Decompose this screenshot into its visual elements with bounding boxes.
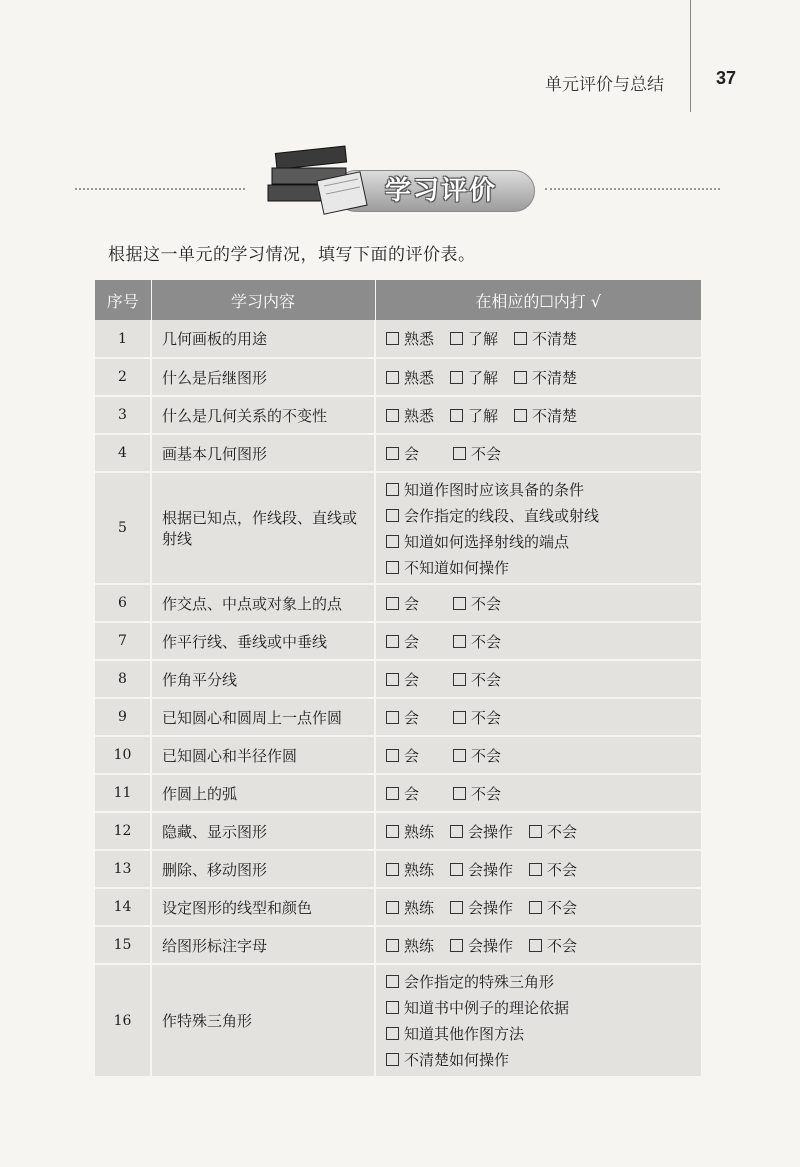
checkbox-icon[interactable] bbox=[453, 749, 466, 762]
option-group bbox=[386, 859, 691, 880]
checkbox-label: 会 bbox=[404, 784, 420, 803]
checkbox-icon[interactable] bbox=[450, 332, 463, 345]
checkbox-label: 不会 bbox=[471, 708, 502, 727]
row-options bbox=[375, 736, 701, 774]
checkbox-option[interactable] bbox=[453, 631, 501, 652]
checkbox-option[interactable] bbox=[386, 745, 419, 766]
checkbox-icon[interactable] bbox=[386, 535, 399, 548]
checkbox-option[interactable] bbox=[386, 631, 419, 652]
row-content: 画基本几何图形 bbox=[151, 434, 375, 472]
table-row bbox=[95, 812, 701, 850]
option-group bbox=[386, 783, 691, 804]
row-options bbox=[375, 698, 701, 736]
row-options bbox=[375, 434, 701, 472]
checkbox-label: 了解 bbox=[468, 406, 499, 425]
checkbox-icon[interactable] bbox=[529, 901, 542, 914]
row-options bbox=[375, 812, 701, 850]
checkbox-option[interactable] bbox=[529, 897, 577, 918]
table-row bbox=[95, 736, 701, 774]
header-check: 在相应的☐内打 √ bbox=[375, 280, 701, 320]
checkbox-label: 熟练 bbox=[404, 822, 435, 841]
checkbox-label: 不会 bbox=[547, 860, 578, 879]
checkbox-label: 不知道如何操作 bbox=[404, 558, 510, 577]
checkbox-option[interactable] bbox=[450, 367, 498, 388]
row-number: 1 bbox=[95, 320, 151, 358]
option-group bbox=[386, 669, 691, 690]
checkbox-icon[interactable] bbox=[450, 901, 463, 914]
checkbox-icon[interactable] bbox=[529, 825, 542, 838]
checkbox-label: 熟练 bbox=[404, 936, 435, 955]
checkbox-option[interactable] bbox=[514, 367, 577, 388]
checkbox-option[interactable] bbox=[386, 531, 691, 552]
checkbox-icon[interactable] bbox=[453, 447, 466, 460]
checkbox-icon[interactable] bbox=[386, 863, 399, 876]
row-content: 什么是几何关系的不变性 bbox=[151, 396, 375, 434]
checkbox-option[interactable] bbox=[450, 859, 513, 880]
checkbox-label: 不清楚 bbox=[532, 368, 578, 387]
row-content: 作平行线、垂线或中垂线 bbox=[151, 622, 375, 660]
table-row bbox=[95, 584, 701, 622]
checkbox-icon[interactable] bbox=[386, 1027, 399, 1040]
option-group bbox=[386, 631, 691, 652]
checkbox-label: 不清楚如何操作 bbox=[404, 1051, 510, 1069]
table-row bbox=[95, 964, 701, 1077]
checkbox-icon[interactable] bbox=[386, 673, 399, 686]
checkbox-option[interactable] bbox=[529, 859, 577, 880]
page-number: 37 bbox=[716, 68, 737, 88]
option-group bbox=[386, 745, 691, 766]
checkbox-option[interactable] bbox=[386, 897, 434, 918]
checkbox-icon[interactable] bbox=[450, 409, 463, 422]
checkbox-icon[interactable] bbox=[386, 901, 399, 914]
row-options bbox=[375, 622, 701, 660]
checkbox-label: 熟练 bbox=[404, 860, 435, 879]
checkbox-icon[interactable] bbox=[514, 371, 527, 384]
row-content: 什么是后继图形 bbox=[151, 358, 375, 396]
table-row bbox=[95, 698, 701, 736]
checkbox-icon[interactable] bbox=[453, 711, 466, 724]
checkbox-option[interactable] bbox=[450, 405, 498, 426]
checkbox-option[interactable] bbox=[450, 328, 498, 349]
option-group bbox=[386, 821, 691, 842]
row-number: 13 bbox=[95, 850, 151, 888]
header-number: 序号 bbox=[95, 280, 151, 320]
checkbox-label: 不会 bbox=[471, 746, 502, 765]
row-content: 作角平分线 bbox=[151, 660, 375, 698]
checkbox-label: 不会 bbox=[471, 632, 502, 651]
row-options bbox=[375, 584, 701, 622]
table-row bbox=[95, 358, 701, 396]
checkbox-label: 不会 bbox=[471, 784, 502, 803]
row-number: 4 bbox=[95, 434, 151, 472]
checkbox-option[interactable] bbox=[386, 443, 419, 464]
books-icon bbox=[258, 140, 368, 220]
checkbox-option[interactable] bbox=[453, 783, 501, 804]
checkbox-label: 熟悉 bbox=[404, 330, 435, 348]
checkbox-label: 会 bbox=[404, 708, 420, 727]
row-number: 6 bbox=[95, 584, 151, 622]
banner-title: 学习评价 bbox=[385, 176, 498, 206]
checkbox-label: 会操作 bbox=[468, 822, 514, 841]
header-content: 学习内容 bbox=[151, 280, 375, 320]
checkbox-label: 知道书中例子的理论依据 bbox=[404, 999, 570, 1017]
row-options bbox=[375, 850, 701, 888]
table-row bbox=[95, 622, 701, 660]
checkbox-icon[interactable] bbox=[386, 939, 399, 952]
option-group bbox=[386, 479, 691, 578]
checkbox-label: 不会 bbox=[471, 670, 502, 689]
row-number: 7 bbox=[95, 622, 151, 660]
row-number: 12 bbox=[95, 812, 151, 850]
row-number: 3 bbox=[95, 396, 151, 434]
row-content: 隐藏、显示图形 bbox=[151, 812, 375, 850]
checkbox-label: 不清楚 bbox=[532, 406, 578, 425]
checkbox-option[interactable] bbox=[453, 593, 501, 614]
checkbox-label: 不会 bbox=[547, 822, 578, 841]
checkbox-option[interactable] bbox=[386, 593, 419, 614]
checkbox-option[interactable] bbox=[514, 328, 577, 349]
header-divider bbox=[690, 0, 691, 112]
checkbox-option[interactable] bbox=[453, 707, 501, 728]
checkbox-option[interactable] bbox=[386, 405, 434, 426]
checkbox-label: 会作指定的线段、直线或射线 bbox=[404, 506, 600, 525]
section-title: 单元评价与总结 bbox=[545, 75, 664, 95]
row-options bbox=[375, 888, 701, 926]
checkbox-icon[interactable] bbox=[386, 787, 399, 800]
checkbox-icon[interactable] bbox=[386, 561, 399, 574]
row-options bbox=[375, 660, 701, 698]
banner-dots-left bbox=[75, 188, 245, 190]
checkbox-icon[interactable] bbox=[386, 825, 399, 838]
checkbox-icon[interactable] bbox=[386, 1001, 399, 1014]
checkbox-label: 会 bbox=[404, 444, 420, 463]
checkbox-icon[interactable] bbox=[386, 975, 399, 988]
checkbox-icon[interactable] bbox=[386, 509, 399, 522]
option-group bbox=[386, 935, 691, 956]
checkbox-option[interactable] bbox=[386, 859, 434, 880]
checkbox-icon[interactable] bbox=[386, 1053, 399, 1066]
checkbox-label: 不会 bbox=[471, 594, 502, 613]
table-row bbox=[95, 774, 701, 812]
option-group bbox=[386, 971, 691, 1070]
table-row bbox=[95, 396, 701, 434]
checkbox-label: 会 bbox=[404, 746, 420, 765]
table-row bbox=[95, 434, 701, 472]
option-group bbox=[386, 443, 691, 464]
checkbox-label: 了解 bbox=[468, 368, 499, 387]
row-number: 16 bbox=[95, 964, 151, 1077]
table-row bbox=[95, 926, 701, 964]
checkbox-option[interactable] bbox=[386, 1023, 691, 1044]
checkbox-icon[interactable] bbox=[453, 635, 466, 648]
checkbox-option[interactable] bbox=[386, 328, 434, 349]
checkbox-option[interactable] bbox=[386, 669, 419, 690]
checkbox-label: 不清楚 bbox=[532, 330, 578, 348]
row-content: 几何画板的用途 bbox=[151, 320, 375, 358]
checkbox-option[interactable] bbox=[386, 997, 691, 1018]
row-content: 根据已知点，作线段、直线或射线 bbox=[151, 472, 375, 584]
checkbox-label: 不会 bbox=[471, 444, 502, 463]
row-number: 9 bbox=[95, 698, 151, 736]
checkbox-option[interactable] bbox=[529, 935, 577, 956]
checkbox-option[interactable] bbox=[450, 935, 513, 956]
row-number: 14 bbox=[95, 888, 151, 926]
checkbox-label: 了解 bbox=[468, 330, 499, 348]
checkbox-option[interactable] bbox=[450, 897, 513, 918]
checkbox-icon[interactable] bbox=[386, 711, 399, 724]
checkbox-icon[interactable] bbox=[386, 597, 399, 610]
checkbox-icon[interactable] bbox=[450, 371, 463, 384]
checkbox-label: 会操作 bbox=[468, 936, 514, 955]
checkbox-option[interactable] bbox=[386, 707, 419, 728]
checkbox-option[interactable] bbox=[529, 821, 577, 842]
row-content: 作圆上的弧 bbox=[151, 774, 375, 812]
row-content: 已知圆心和半径作圆 bbox=[151, 736, 375, 774]
checkbox-icon[interactable] bbox=[450, 939, 463, 952]
option-group bbox=[386, 405, 691, 426]
row-options bbox=[375, 320, 701, 358]
checkbox-label: 会 bbox=[404, 594, 420, 613]
checkbox-icon[interactable] bbox=[450, 863, 463, 876]
checkbox-icon[interactable] bbox=[453, 787, 466, 800]
checkbox-icon[interactable] bbox=[386, 409, 399, 422]
row-options bbox=[375, 964, 701, 1077]
checkbox-option[interactable] bbox=[386, 505, 691, 526]
checkbox-icon[interactable] bbox=[386, 749, 399, 762]
table-row bbox=[95, 320, 701, 358]
evaluation-table bbox=[95, 280, 701, 1078]
checkbox-option[interactable] bbox=[453, 745, 501, 766]
checkbox-option[interactable] bbox=[386, 971, 691, 992]
checkbox-label: 熟悉 bbox=[404, 406, 435, 425]
option-group bbox=[386, 328, 691, 349]
checkbox-option[interactable] bbox=[514, 405, 577, 426]
checkbox-label: 不会 bbox=[547, 936, 578, 955]
checkbox-option[interactable] bbox=[453, 443, 501, 464]
checkbox-icon[interactable] bbox=[453, 673, 466, 686]
row-content: 作交点、中点或对象上的点 bbox=[151, 584, 375, 622]
checkbox-label: 熟练 bbox=[404, 898, 435, 917]
checkbox-icon[interactable] bbox=[386, 447, 399, 460]
table-row bbox=[95, 660, 701, 698]
row-options bbox=[375, 774, 701, 812]
option-group bbox=[386, 367, 691, 388]
row-content: 给图形标注字母 bbox=[151, 926, 375, 964]
checkbox-icon[interactable] bbox=[453, 597, 466, 610]
table-row bbox=[95, 850, 701, 888]
checkbox-option[interactable] bbox=[386, 935, 434, 956]
checkbox-label: 知道其他作图方法 bbox=[404, 1025, 525, 1043]
row-content: 设定图形的线型和颜色 bbox=[151, 888, 375, 926]
checkbox-icon[interactable] bbox=[386, 635, 399, 648]
checkbox-icon[interactable] bbox=[386, 483, 399, 496]
row-content: 删除、移动图形 bbox=[151, 850, 375, 888]
checkbox-option[interactable] bbox=[450, 821, 513, 842]
checkbox-option[interactable] bbox=[386, 783, 419, 804]
row-number: 2 bbox=[95, 358, 151, 396]
checkbox-option[interactable] bbox=[453, 669, 501, 690]
checkbox-label: 知道作图时应该具备的条件 bbox=[404, 480, 585, 499]
checkbox-option[interactable] bbox=[386, 821, 434, 842]
checkbox-label: 会操作 bbox=[468, 860, 514, 879]
checkbox-label: 知道如何选择射线的端点 bbox=[404, 532, 570, 551]
checkbox-label: 会操作 bbox=[468, 898, 514, 917]
row-options bbox=[375, 396, 701, 434]
row-content: 已知圆心和圆周上一点作圆 bbox=[151, 698, 375, 736]
row-number: 11 bbox=[95, 774, 151, 812]
row-options bbox=[375, 926, 701, 964]
row-number: 10 bbox=[95, 736, 151, 774]
checkbox-icon[interactable] bbox=[529, 863, 542, 876]
checkbox-label: 会 bbox=[404, 632, 420, 651]
checkbox-icon[interactable] bbox=[529, 939, 542, 952]
intro-text: 根据这一单元的学习情况，填写下面的评价表。 bbox=[108, 245, 476, 265]
checkbox-label: 不会 bbox=[547, 898, 578, 917]
checkbox-label: 熟悉 bbox=[404, 368, 435, 387]
table-row bbox=[95, 888, 701, 926]
checkbox-icon[interactable] bbox=[514, 332, 527, 345]
row-number: 15 bbox=[95, 926, 151, 964]
checkbox-icon[interactable] bbox=[386, 332, 399, 345]
row-content: 作特殊三角形 bbox=[151, 964, 375, 1077]
row-number: 5 bbox=[95, 472, 151, 584]
checkbox-option[interactable] bbox=[386, 1049, 691, 1070]
option-group bbox=[386, 593, 691, 614]
checkbox-option[interactable] bbox=[386, 557, 691, 578]
checkbox-option[interactable] bbox=[386, 479, 691, 500]
checkbox-icon[interactable] bbox=[450, 825, 463, 838]
banner-dots-right bbox=[545, 188, 720, 190]
row-options bbox=[375, 472, 701, 584]
checkbox-icon[interactable] bbox=[386, 371, 399, 384]
checkbox-label: 会 bbox=[404, 670, 420, 689]
row-options bbox=[375, 358, 701, 396]
checkbox-icon[interactable] bbox=[514, 409, 527, 422]
table-header-row bbox=[95, 280, 701, 320]
option-group bbox=[386, 707, 691, 728]
checkbox-label: 会作指定的特殊三角形 bbox=[404, 973, 555, 991]
table-row bbox=[95, 472, 701, 584]
row-number: 8 bbox=[95, 660, 151, 698]
checkbox-option[interactable] bbox=[386, 367, 434, 388]
option-group bbox=[386, 897, 691, 918]
